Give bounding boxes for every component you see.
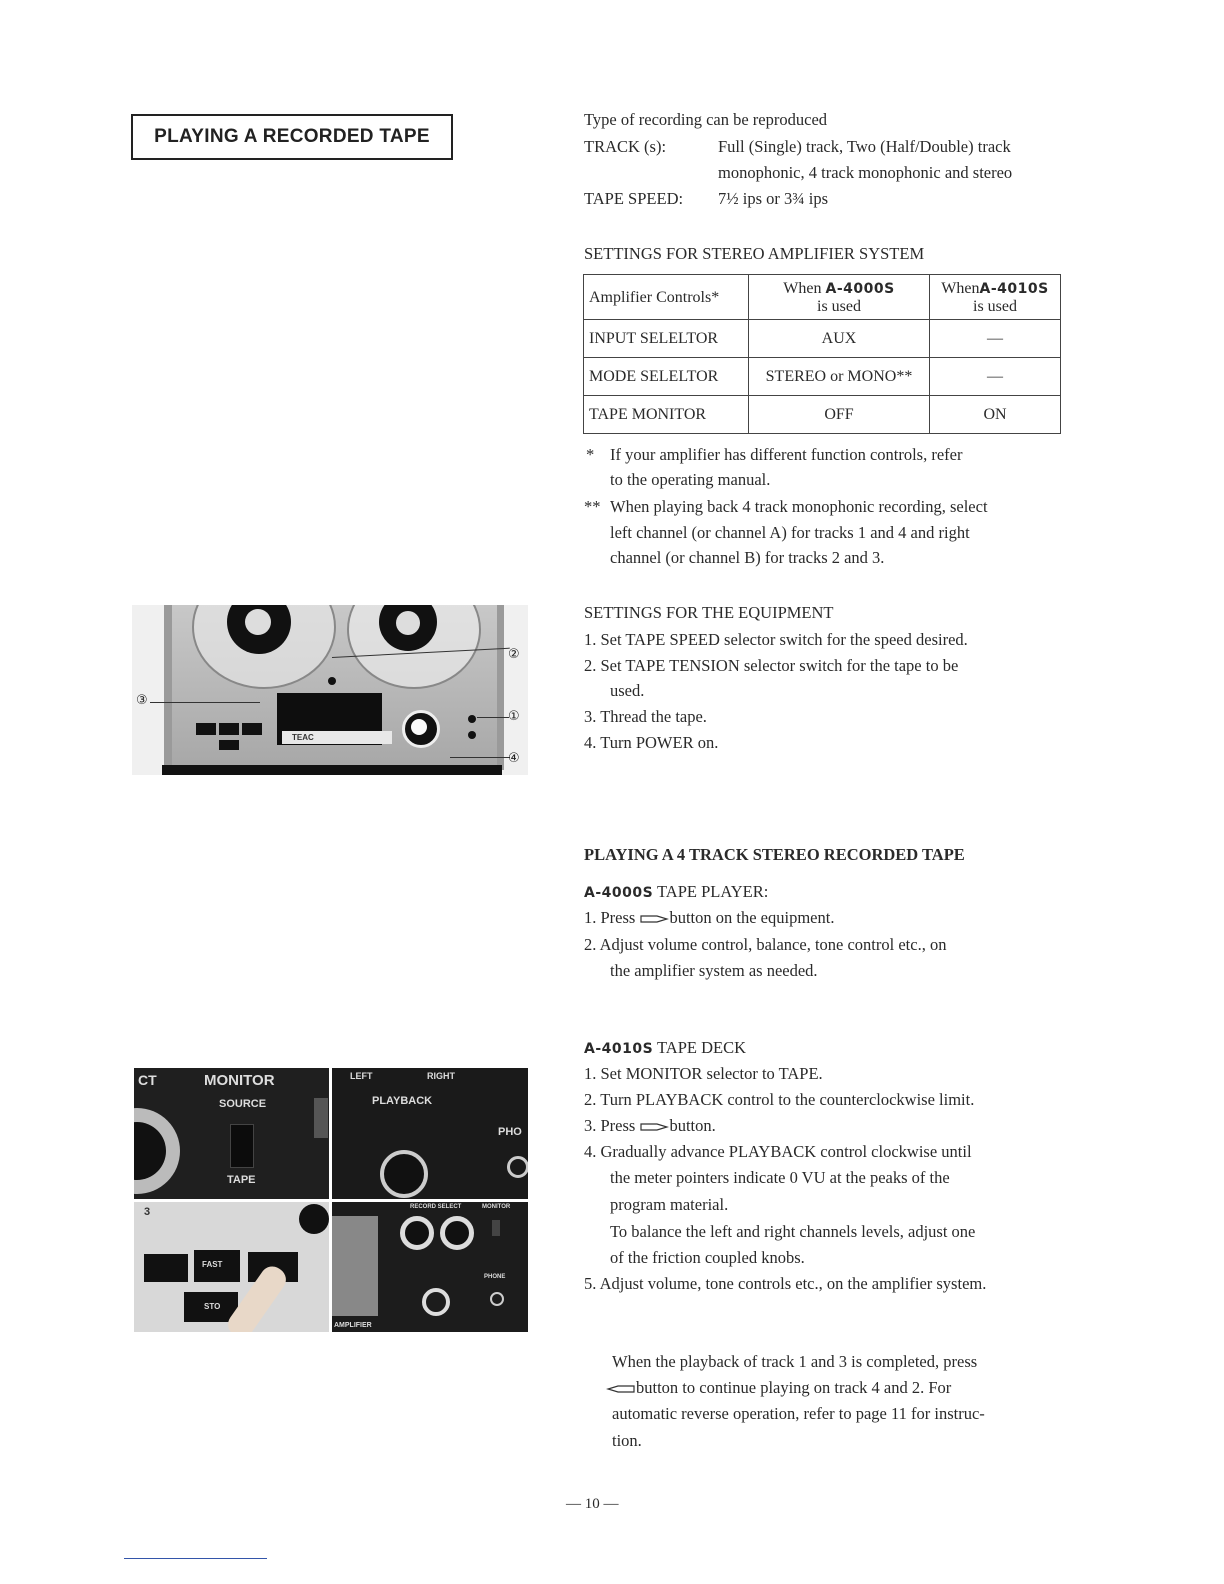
deck-base	[162, 765, 502, 775]
header-a4000	[749, 275, 930, 320]
deck-step-3	[584, 1116, 716, 1136]
speed-value: 7½ ips or 3¾ ips	[718, 189, 829, 208]
equipment-title: SETTINGS FOR THE EQUIPMENT	[584, 603, 834, 622]
monitor-small-label: MONITOR	[482, 1204, 511, 1210]
right-label: RIGHT	[427, 1071, 455, 1081]
cell-a4000: STEREO or MONO**	[749, 358, 930, 396]
playback-quadrant	[332, 1068, 528, 1199]
final-line-2-text: button to continue playing on track 4 and 2. For	[636, 1378, 952, 1397]
note1-mark: *	[586, 445, 595, 464]
table-row	[584, 320, 1061, 358]
ct-label: CT	[138, 1072, 157, 1088]
section-heading: PLAYING A RECORDED TAPE	[131, 114, 453, 160]
cell-control: TAPE MONITOR	[584, 396, 749, 434]
header-a4010-pre: When	[941, 279, 980, 297]
deck-step-1: 1. Set MONITOR selector to TAPE.	[584, 1064, 823, 1083]
control-panel-photo	[134, 1068, 528, 1332]
source-label: SOURCE	[219, 1098, 267, 1110]
header-a4010-model: A-4010S	[979, 280, 1049, 297]
rewind-key	[144, 1254, 188, 1282]
deck-step-4-cont-2: program material.	[610, 1195, 729, 1214]
player-model: A-4000S	[584, 885, 654, 901]
step-number: 3	[144, 1206, 151, 1218]
speed-label: TAPE SPEED:	[584, 189, 684, 208]
callout-4: ④	[508, 751, 520, 766]
cell-a4000: OFF	[749, 396, 930, 434]
cell-a4010: —	[930, 358, 1061, 396]
right-spindle	[396, 611, 420, 635]
table-row	[584, 396, 1061, 434]
note2-line1: When playing back 4 track monophonic recording, select	[610, 497, 988, 516]
monitor-label: MONITOR	[204, 1072, 275, 1089]
left-label: LEFT	[350, 1071, 373, 1081]
cell-control: INPUT SELELTOR	[584, 320, 749, 358]
header-controls: Amplifier Controls*	[584, 275, 749, 320]
deck-step-4-cont-1: the meter pointers indicate 0 VU at the peaks of the	[610, 1168, 950, 1187]
playback-knob	[380, 1150, 428, 1198]
player-step-2-cont: the amplifier system as needed.	[610, 961, 818, 980]
cell-a4010: —	[930, 320, 1061, 358]
deck-step-4-cont-4: of the friction coupled knobs.	[610, 1248, 805, 1267]
track-label: TRACK (s):	[584, 137, 667, 156]
note1-line2: to the operating manual.	[610, 470, 771, 489]
monitor-quadrant	[134, 1068, 329, 1199]
player-step-1-pre: 1. Press	[584, 908, 636, 927]
fast-button	[219, 723, 239, 735]
power-indicator	[328, 677, 336, 685]
pho-label: PHO	[498, 1126, 522, 1138]
record-select-label: RECORD SELECT	[410, 1204, 462, 1210]
reverse-button-icon	[606, 1383, 636, 1395]
play-button	[242, 723, 262, 735]
stereo-title: PLAYING A 4 TRACK STEREO RECORDED TAPE	[584, 845, 965, 864]
note2-mark: **	[584, 497, 601, 516]
monitor-switch	[230, 1124, 254, 1168]
track-value-1: Full (Single) track, Two (Half/Double) track	[718, 137, 1011, 156]
knob-cap	[411, 719, 427, 735]
deck-step-2: 2. Turn PLAYBACK control to the counterclockwise limit.	[584, 1090, 975, 1109]
left-spindle	[245, 609, 271, 635]
panel-edge	[314, 1098, 328, 1138]
playback-knob-small	[422, 1288, 450, 1316]
deck-heading	[584, 1038, 746, 1058]
deck-step-4-cont-3: To balance the left and right channels levels, adjust one	[610, 1222, 976, 1241]
deck-model: A-4010S	[584, 1041, 654, 1057]
equipment-step-3: 3. Thread the tape.	[584, 707, 707, 726]
cell-a4000: AUX	[749, 320, 930, 358]
fast-label: FAST	[202, 1260, 223, 1269]
amplifier-label: AMPLIFIER	[334, 1322, 372, 1329]
play-button-icon	[639, 913, 669, 925]
equipment-step-2-cont: used.	[610, 681, 645, 700]
corner-knob	[299, 1204, 329, 1234]
tension-switch	[468, 731, 476, 739]
table-header-row	[584, 275, 1061, 320]
stop-button	[219, 740, 239, 750]
amplifier-quadrant	[332, 1202, 528, 1332]
player-label: TAPE PLAYER:	[657, 882, 769, 901]
teac-label: TEAC	[282, 731, 392, 744]
note2-line2: left channel (or channel A) for tracks 1 and 4 and right	[610, 523, 970, 542]
meter-window	[332, 1216, 378, 1316]
header-a4010-post: is used	[973, 297, 1017, 315]
final-line-1: When the playback of track 1 and 3 is completed, press	[612, 1352, 978, 1371]
equipment-step-2: 2. Set TAPE TENSION selector switch for the tape to be	[584, 656, 959, 675]
stop-label: STO	[204, 1302, 221, 1311]
record-knob-left	[400, 1216, 434, 1250]
monitor-toggle	[492, 1220, 500, 1236]
phone-jack	[507, 1156, 528, 1178]
header-a4000-model: A-4000S	[825, 280, 895, 297]
final-line-3: automatic reverse operation, refer to page 11 for instruc-	[612, 1404, 985, 1423]
final-line-4: tion.	[612, 1431, 642, 1450]
deck-step-3-post: button.	[669, 1116, 716, 1135]
equipment-step-1: 1. Set TAPE SPEED selector switch for the speed desired.	[584, 630, 968, 649]
final-line-2	[606, 1378, 951, 1398]
callout-2: ②	[508, 647, 520, 662]
deck-label: TAPE DECK	[657, 1038, 747, 1057]
tape-deck-photo	[132, 605, 528, 775]
callout-3: ③	[136, 693, 148, 708]
callout-line-3	[150, 702, 260, 703]
cell-a4010: ON	[930, 396, 1061, 434]
playback-label: PLAYBACK	[372, 1095, 433, 1107]
intro-line: Type of recording can be reproduced	[584, 110, 828, 129]
callout-line-4	[450, 757, 510, 758]
rewind-button	[196, 723, 216, 735]
header-a4000-post: is used	[817, 297, 861, 315]
footer-rule	[124, 1558, 267, 1559]
deck-step-4: 4. Gradually advance PLAYBACK control clockwise until	[584, 1142, 972, 1161]
play-button-icon	[639, 1121, 669, 1133]
player-heading	[584, 882, 768, 902]
callout-line-1	[477, 717, 509, 718]
tape-label: TAPE	[227, 1174, 256, 1186]
player-step-2: 2. Adjust volume control, balance, tone control etc., on	[584, 935, 947, 954]
amp-settings-table	[583, 274, 1061, 434]
cell-control: MODE SELELTOR	[584, 358, 749, 396]
transport-quadrant	[134, 1202, 329, 1332]
player-step-1	[584, 908, 834, 928]
deck-step-3-pre: 3. Press	[584, 1116, 636, 1135]
header-a4000-pre: When	[783, 279, 826, 297]
speed-switch	[468, 715, 476, 723]
phone-label: PHONE	[484, 1274, 506, 1280]
callout-1: ①	[508, 709, 520, 724]
amp-settings-title: SETTINGS FOR STEREO AMPLIFIER SYSTEM	[584, 244, 925, 263]
player-step-1-post: button on the equipment.	[669, 908, 835, 927]
table-row	[584, 358, 1061, 396]
record-knob-right	[440, 1216, 474, 1250]
note1-line1: If your amplifier has different function controls, refer	[610, 445, 963, 464]
deck-step-5: 5. Adjust volume, tone controls etc., on the amplifier system.	[584, 1274, 987, 1293]
header-a4010	[930, 275, 1061, 320]
track-value-2: monophonic, 4 track monophonic and stereo	[718, 163, 1013, 182]
phone-jack-small	[490, 1292, 504, 1306]
page-number: — 10 —	[566, 1496, 619, 1512]
equipment-step-4: 4. Turn POWER on.	[584, 733, 719, 752]
note2-line3: channel (or channel B) for tracks 2 and 3.	[610, 548, 885, 567]
